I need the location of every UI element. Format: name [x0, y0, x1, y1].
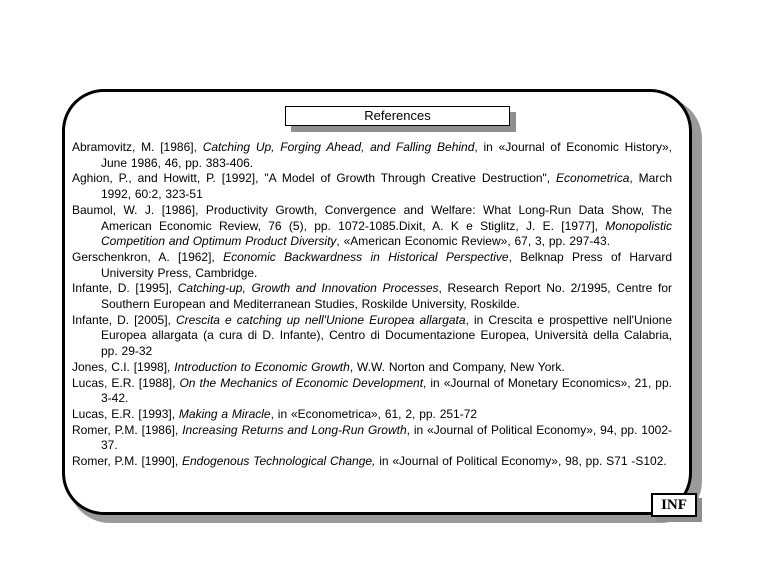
reference-title: Endogenous Technological Change,: [182, 454, 376, 469]
reference-text: , Belknap Press of Harvard University Press, Cambridge.: [101, 249, 673, 280]
reference-item: [72, 203, 672, 250]
reference-item: [72, 171, 672, 202]
reference-text: Gerschenkron, A. [1962],: [72, 249, 224, 264]
reference-text: Lucas, E.R. [1993],: [72, 406, 179, 421]
reference-item: [72, 454, 672, 470]
reference-text: , in «Journal of Economic History», June 1986, 46, pp. 383-406.: [101, 140, 672, 170]
reference-text: Infante, D. [1995],: [72, 281, 178, 296]
reference-item: [72, 281, 672, 312]
reference-title: On the Mechanics of Economic Development: [179, 375, 424, 390]
reference-text: Romer, P.M. [1990],: [72, 454, 182, 469]
reference-title: Econometrica: [556, 171, 630, 186]
page-title: References: [285, 106, 510, 126]
reference-text: in «Journal of Political Economy», 98, pp. S71 -S102.: [375, 454, 667, 469]
reference-title: Catching-up, Growth and Innovation Processes: [177, 281, 439, 296]
reference-item: [72, 140, 672, 171]
reference-text: , in «Journal of Monetary Economics», 21, pp. 3-42.: [101, 375, 672, 406]
reference-text: , Research Report No. 2/1995, Centre for Southern European and Mediterranean Studies, Roskilde University, Roskilde.: [101, 281, 672, 312]
reference-item: [72, 313, 672, 360]
reference-title: Introduction to Economic Growth: [174, 359, 350, 374]
reference-text: Abramovitz, M. [1986],: [72, 140, 203, 154]
inf-badge: INF: [651, 493, 697, 517]
reference-title: Catching Up, Forging Ahead, and Falling Behind: [202, 140, 475, 154]
reference-item: [72, 423, 672, 454]
reference-item: [72, 250, 672, 281]
reference-text: Lucas, E.R. [1988],: [72, 375, 180, 390]
reference-title: Economic Backwardness in Historical Perspective: [223, 249, 509, 264]
reference-text: , in Crescita e prospettive nell'Unione Europea allargata (a cura di D. Infante), Centro di Documentazione Europea, Università della Calabria, pp. 29-32: [101, 312, 672, 359]
reference-text: , W.W. Norton and Company, New York.: [349, 359, 565, 374]
reference-title: Increasing Returns and Long-Run Growth: [182, 422, 407, 437]
reference-text: Jones, C.I. [1998],: [72, 359, 175, 374]
reference-text: , March 1992, 60:2, 323-51: [101, 171, 672, 202]
reference-text: , in «Journal of Political Economy», 94, pp. 1002-37.: [101, 422, 673, 453]
reference-item: [72, 376, 672, 407]
reference-item: [72, 407, 672, 423]
reference-text: , in «Econometrica», 61, 2, pp. 251-72: [270, 406, 478, 421]
reference-text: Aghion, P., and Howitt, P. [1992], "A Model of Growth Through Creative Destruction",: [72, 171, 557, 186]
reference-list: [72, 140, 672, 470]
reference-text: , «American Economic Review», 67, 3, pp. 297-43.: [336, 234, 611, 249]
reference-text: Infante, D. [2005],: [72, 312, 176, 327]
reference-title: Monopolistic Competition and Optimum Product Diversity: [101, 218, 672, 249]
reference-text: Romer, P.M. [1986],: [72, 422, 183, 437]
reference-item: [72, 360, 672, 376]
reference-title: Crescita e catching up nell'Unione Europea allargata: [175, 312, 466, 327]
reference-title: Making a Miracle: [178, 406, 271, 421]
reference-text: Baumol, W. J. [1986], Productivity Growth, Convergence and Welfare: What Long-Run Data Show, The American Economic Review, 76 (5), pp. 1072-1085.Dixit, A. K e Stiglitz, J. E. [1977],: [72, 202, 672, 233]
